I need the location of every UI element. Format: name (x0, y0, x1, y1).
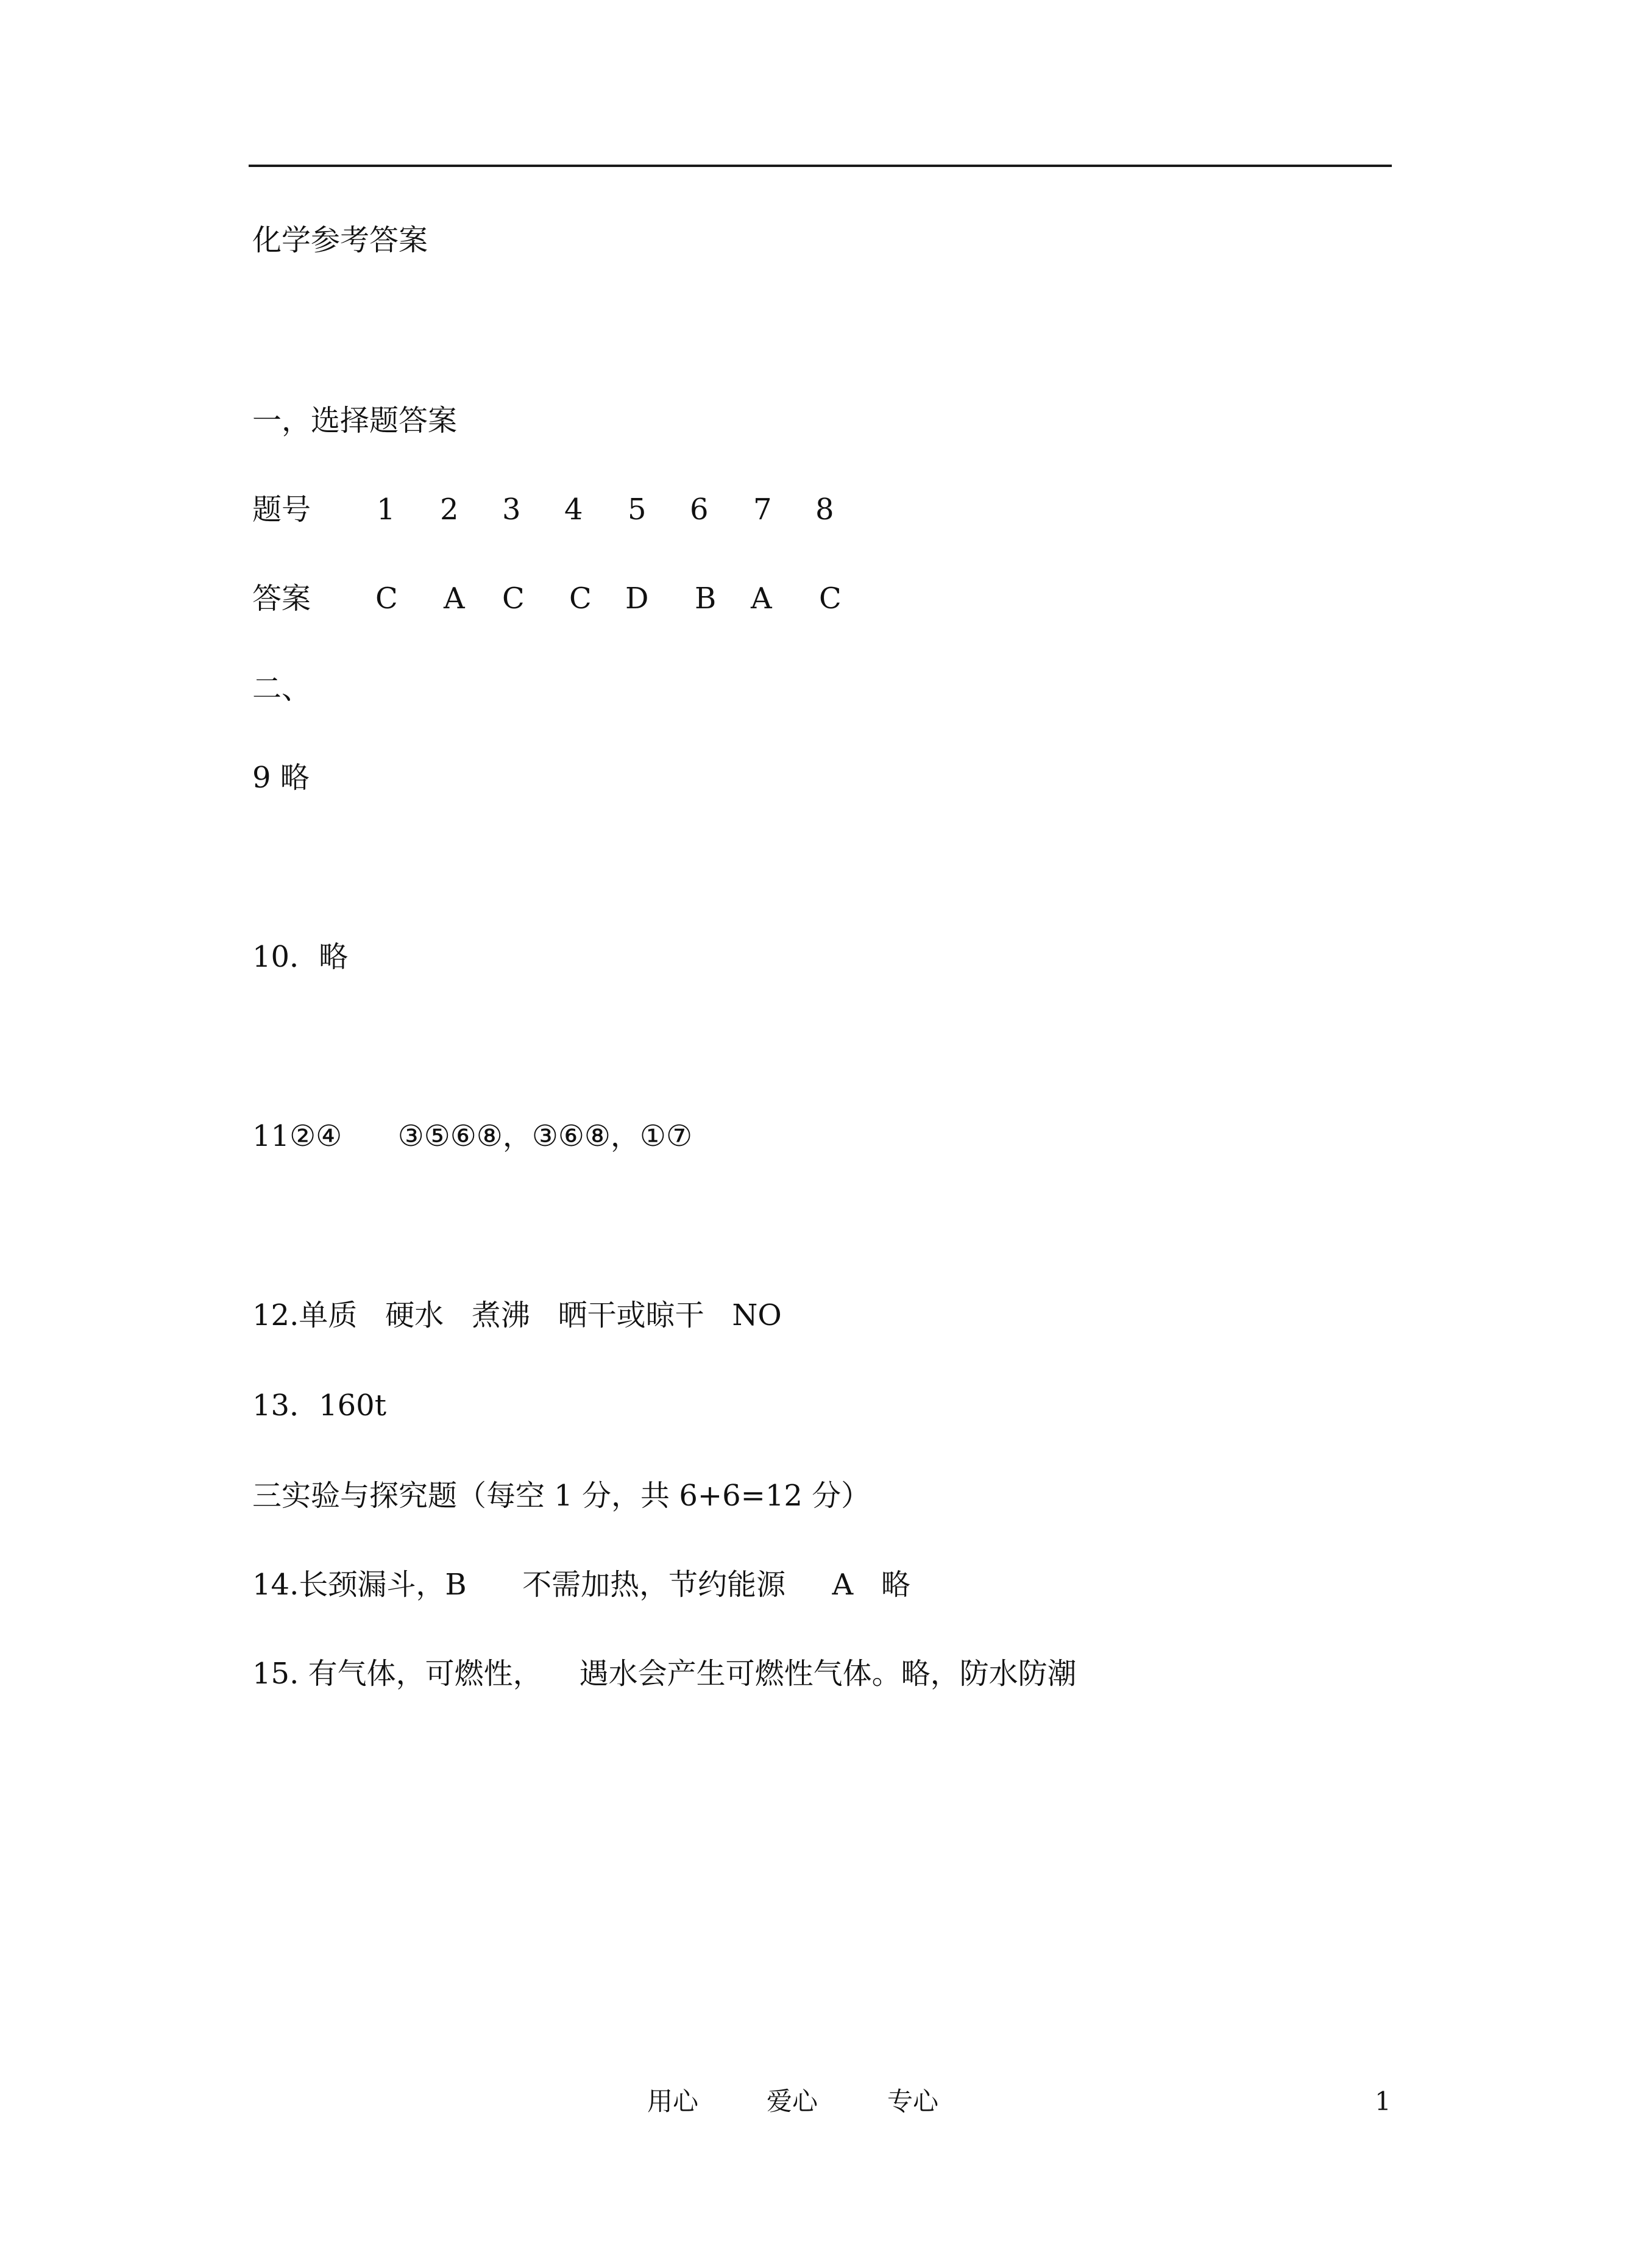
table-answer-1: C (375, 581, 398, 616)
answer-15: 15. 有气体，可燃性， 遇水会产生可燃性气体。略，防水防潮 (252, 1657, 1077, 1691)
table-number-1: 1 (377, 492, 395, 527)
table-answer-6: B (695, 581, 717, 616)
table-number-6: 6 (690, 492, 709, 527)
answer-12: 12.单质 硬水 煮沸 晒干或晾干 NO (252, 1298, 782, 1332)
table-number-7: 7 (753, 492, 772, 527)
document-title: 化学参考答案 (252, 223, 428, 257)
answer-13: 13．160t (252, 1388, 386, 1423)
table-number-2: 2 (440, 492, 459, 527)
table-row-label-answer: 答案 (252, 581, 311, 616)
table-answer-5: D (625, 581, 649, 616)
section-3-heading: 三实验与探究题（每空 1 分，共 6+6=12 分） (252, 1479, 871, 1513)
table-answer-8: C (819, 581, 842, 616)
footer-motto-2: 爱心 (767, 2086, 818, 2116)
footer-motto-3: 专心 (887, 2086, 939, 2116)
answer-9: 9 略 (252, 761, 310, 795)
table-number-8: 8 (815, 492, 834, 527)
table-answer-7: A (751, 581, 772, 616)
answer-14: 14.长颈漏斗，B 不需加热，节约能源 A 略 (252, 1568, 910, 1602)
answer-10: 10．略 (252, 940, 349, 974)
footer-motto-1: 用心 (647, 2086, 699, 2116)
table-number-3: 3 (502, 492, 521, 527)
header-rule (249, 165, 1392, 167)
table-number-4: 4 (564, 492, 583, 527)
table-answer-2: A (444, 581, 465, 616)
answer-11: 11②④ ③⑤⑥⑧，③⑥⑧，①⑦ (252, 1119, 692, 1153)
page-number: 1 (1375, 2086, 1391, 2116)
table-answer-4: C (569, 581, 592, 616)
table-answer-3: C (502, 581, 525, 616)
section-2-heading: 二、 (252, 672, 311, 706)
table-number-5: 5 (628, 492, 647, 527)
table-row-label-number: 题号 (252, 492, 311, 527)
section-1-heading: 一，选择题答案 (252, 403, 458, 438)
